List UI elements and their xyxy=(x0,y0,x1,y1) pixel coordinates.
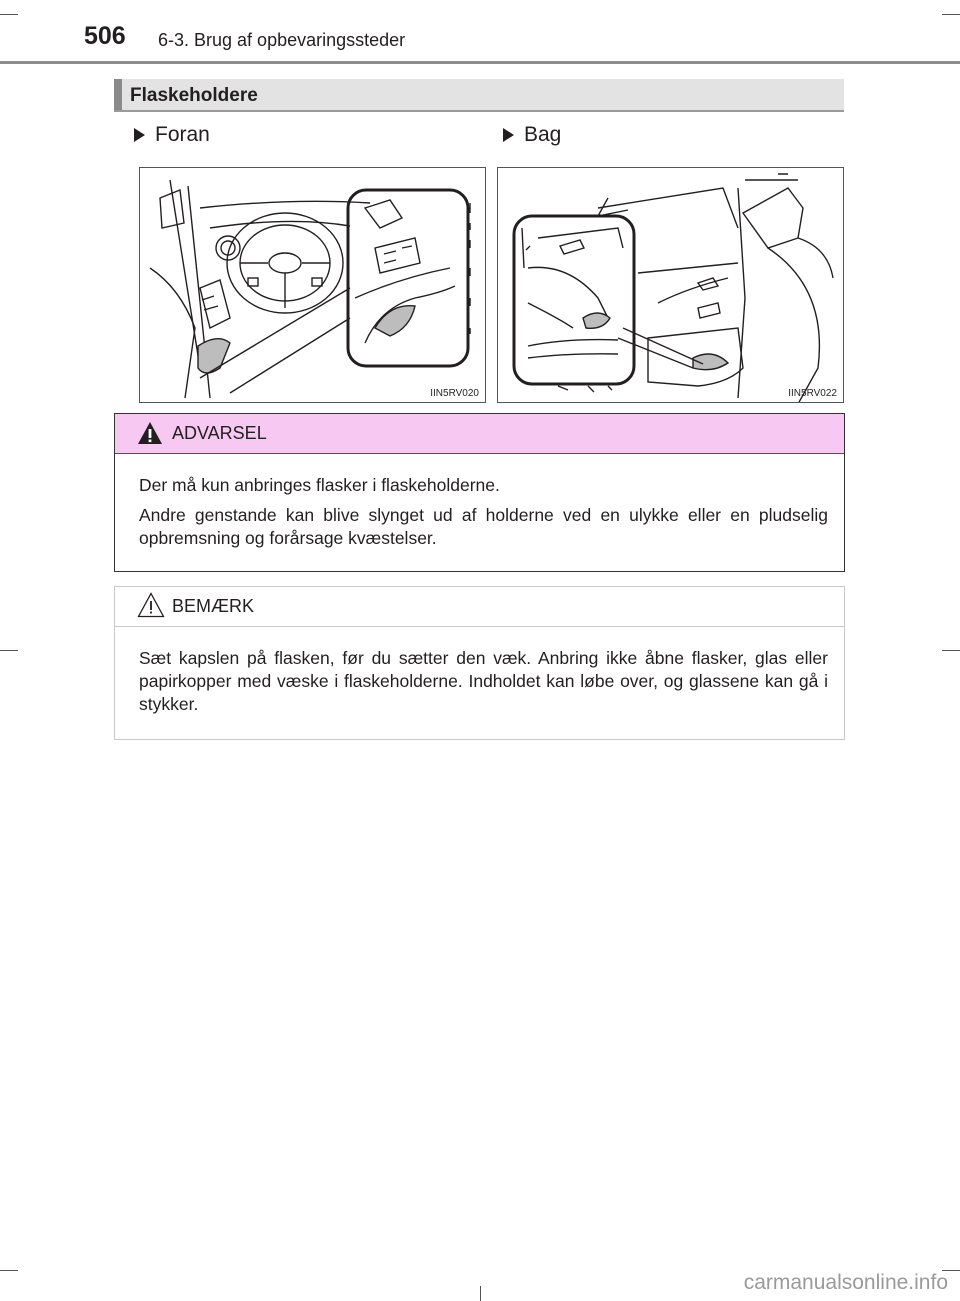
notice-paragraph: Sæt kapslen på flasken, før du sætter den væk. Anbring ikke åbne flasker, glas eller papirkopper med væske i flaskeholderne. Indholdet kan løbe over, og glassene kan gå i stykker. xyxy=(139,648,828,714)
subheading-rear xyxy=(503,123,561,147)
warning-box xyxy=(114,413,845,572)
crop-mark xyxy=(0,14,18,15)
watermark: carmanualsonline.info xyxy=(743,1271,948,1294)
crop-mark xyxy=(0,1270,18,1271)
section-heading xyxy=(114,79,844,112)
crop-mark xyxy=(0,650,18,651)
warning-label: ADVARSEL xyxy=(172,423,267,443)
subheading-front-label: Foran xyxy=(155,123,210,146)
header-divider xyxy=(0,61,960,64)
page-number: 506 xyxy=(84,22,126,50)
section-title: Flaskeholdere xyxy=(130,85,258,106)
notice-header xyxy=(115,587,844,627)
triangle-bullet-icon xyxy=(503,128,514,142)
front-dashboard-drawing xyxy=(140,168,486,403)
crop-mark xyxy=(942,650,960,651)
figure-code: IIN5RV022 xyxy=(788,388,837,399)
warning-header xyxy=(115,414,844,454)
notice-label: BEMÆRK xyxy=(172,596,255,616)
section-accent xyxy=(114,79,122,110)
rear-cup-holder-illustration xyxy=(497,167,844,403)
front-cup-holder-illustration xyxy=(139,167,486,403)
chapter-title: 6-3. Brug af opbevaringssteder xyxy=(158,30,406,50)
rear-door-drawing xyxy=(498,168,844,403)
caution-outline-icon xyxy=(137,592,165,618)
subheading-front xyxy=(134,123,210,147)
warning-triangle-icon xyxy=(137,421,163,445)
figure-code: IIN5RV020 xyxy=(430,388,479,399)
warning-paragraph: Andre genstande kan blive slynget ud af holderne ved en ulykke eller en pludselig opbremsning og forårsage kvæstelser. xyxy=(139,505,828,548)
subheading-rear-label: Bag xyxy=(524,123,562,146)
crop-mark xyxy=(942,14,960,15)
notice-box xyxy=(114,586,845,740)
warning-paragraph: Der må kun anbringes flasker i flaskeholderne. xyxy=(139,475,500,495)
triangle-bullet-icon xyxy=(134,128,145,142)
crop-mark xyxy=(480,1286,481,1301)
